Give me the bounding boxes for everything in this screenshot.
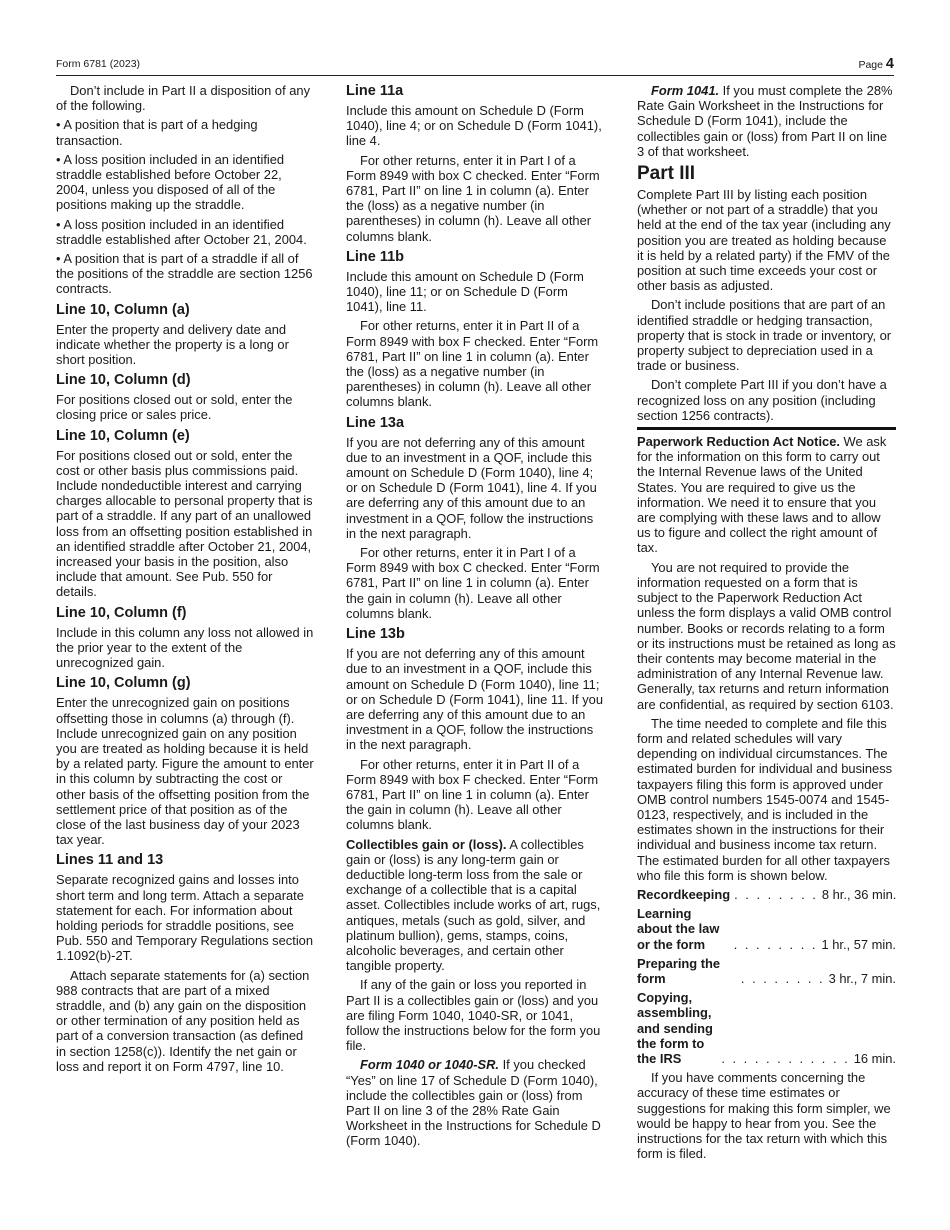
time-estimate-row (637, 956, 896, 986)
page-label: Page (858, 59, 883, 71)
paragraph: For other returns, enter it in Part II of a Form 8949 with box F checked. Enter “Form 6781, Part II” on line 1 in column (a). Enter the (loss) as a negative number (in parentheses) in column (h). Leave all other columns blank. (346, 318, 599, 410)
heading-line10-col-a: Line 10, Column (a) (56, 301, 190, 318)
paragraph: If you are not deferring any of this amount due to an investment in a QOF, include this amount on Schedule D (Form 1040), line 11; or on Schedule D (Form 1041), line 11. If you are deferring any of this amount due to an investment in a QOF, follow the instructions in the next paragraph. (346, 646, 603, 753)
column-2 (346, 83, 605, 1153)
time-estimate-label: Preparing the form (637, 955, 721, 986)
paragraph: The time needed to complete and file this form and related schedules will vary depending on individual circumstances. The estimated burden for individual and business taxpayers filing this form is approved under OMB control numbers 1545-0074 and 1545-0123, respectively, and is included in the estimates shown in the instructions for their individual and business income tax return. The estimated burden for all other taxpayers who file this form is shown below. (637, 715, 893, 883)
heading-line10-col-f: Line 10, Column (f) (56, 604, 187, 621)
collectibles-text: A collectibles gain or (loss) is any long-term gain or deductible long-term loss from the sale or exchange of a collectible that is a capital asset. Collectibles include works of art, rugs, antiques, metals (such as gold, silver, and platinum bullion), gems, stamps, coins, alcoholic beverages, and certain other tangible property. (346, 836, 601, 974)
page-number (858, 56, 894, 72)
bullet-item: • A position that is part of a hedging transaction. (56, 117, 258, 148)
heading-part-iii: Part III (637, 163, 696, 185)
form1040-text: If you checked “Yes” on line 17 of Schedule D (Form 1040), include the collectibles gain or (loss) from Part II on line 3 of the 28% Rate Gain Worksheet in the Instructions for Schedule D (Form 1040). (346, 1057, 601, 1149)
form1041-paragraph (637, 83, 896, 159)
heading-line11b: Line 11b (346, 248, 405, 265)
time-estimate-label: Copying, assembling, and sending the form to the IRS (637, 990, 713, 1066)
part2-intro: Don’t include in Part II a disposition of any of the following. (56, 83, 311, 114)
paragraph: Don’t include positions that are part of an identified straddle or hedging transaction, property that is stock in trade or inventory, or property subject to depreciation used in a trade or business. (637, 297, 892, 374)
time-estimate-value: 8 hr., 36 min. (821, 886, 897, 902)
time-estimate-value: 3 hr., 7 min. (828, 970, 896, 986)
column-3 (637, 83, 896, 1165)
paperwork-notice (637, 434, 896, 556)
paragraph: For positions closed out or sold, enter the closing price or sales price. (56, 392, 293, 423)
paragraph: If you are not deferring any of this amount due to an investment in a QOF, include this amount on Schedule D (Form 1040), line 4; or on Schedule D (Form 1041), line 4. If you are deferring any of this amount due to an investment in a QOF, follow the instructions in the next paragraph. (346, 434, 597, 541)
dot-leader: . . . . . . . . (733, 936, 818, 952)
time-estimate-label: Learning about the law or the form (637, 906, 720, 952)
collectibles-runin: Collectibles gain or (loss). (346, 836, 507, 852)
time-estimate-value: 1 hr., 57 min. (821, 936, 896, 952)
form-identifier: Form 6781 (2023) (56, 58, 141, 70)
column-1 (56, 83, 314, 1078)
paragraph: Include this amount on Schedule D (Form 1040), line 11; or on Schedule D (Form 1041), line 11. (346, 268, 584, 315)
heading-line10-col-e: Line 10, Column (e) (56, 427, 190, 444)
dot-leader: . . . . . . . . (740, 970, 825, 986)
time-estimate-value: 16 min. (853, 1050, 896, 1066)
form1041-runin: Form 1041. (651, 83, 720, 98)
paragraph: If you have comments concerning the accuracy of these time estimates or suggestions for making this form simpler, we would be happy to hear from you. See the instructions for the tax return with which this form is filed. (637, 1070, 891, 1162)
time-estimate-label: Recordkeeping (637, 886, 731, 902)
paragraph: Include in this column any loss not allowed in the prior year to the extent of the unrecognized gain. (56, 624, 314, 671)
paperwork-text: We ask for the information on this form to carry out the Internal Revenue laws of the United States. You are required to give us the information. We need it to ensure that you are complying with these laws and to allow us to figure and collect the right amount of tax. (637, 434, 887, 556)
paragraph: Separate recognized gains and losses into short term and long term. Attach a separate statement for each. For information about holding periods for straddle positions, see Pub. 550 and Temporary Regulations section 1.1092(b)-2T. (56, 872, 314, 964)
bullet-item: • A loss position included in an identified straddle established after October 21, 2004. (56, 216, 307, 247)
heading-lines-11-13: Lines 11 and 13 (56, 852, 164, 869)
paragraph: If any of the gain or loss you reported in Part II is a collectibles gain or (loss) and you are filing Form 1040, 1040-SR, or 1041, follow the instructions below for the form you file. (346, 977, 601, 1054)
paragraph: Attach separate statements for (a) section 988 contracts that are part of a mixed straddle, and (b) any gain on the disposition or other termination of any position held as part of a conversion transaction (as defined in section 1258(c)). Identify the net gain or loss and report it on Form 4797, line 10. (56, 967, 310, 1074)
heading-line13a: Line 13a (346, 414, 405, 431)
form1040-runin: Form 1040 or 1040-SR. (360, 1057, 499, 1073)
heading-line11a: Line 11a (346, 83, 404, 99)
time-estimate-row (637, 887, 896, 902)
paragraph: Don’t complete Part III if you don’t have a recognized loss on any position (including section 1256 contracts). (637, 377, 887, 423)
heading-line10-col-g: Line 10, Column (g) (56, 675, 191, 692)
time-estimate-row (637, 906, 896, 952)
paragraph: For other returns, enter it in Part I of a Form 8949 with box C checked. Enter “Form 6781, Part II” on line 1 in column (a). Enter the (loss) as a negative number (in parentheses) in column (h). Leave all other columns blank. (346, 152, 600, 244)
form1041-text: If you must complete the 28% Rate Gain Worksheet in the Instructions for Schedule D (Form 1041), include the collectibles gain or (loss) from Part II on line 3 of that worksheet. (637, 83, 893, 159)
page-header (56, 56, 894, 76)
paperwork-runin: Paperwork Reduction Act Notice. (637, 434, 840, 450)
paragraph: You are not required to provide the information requested on a form that is subject to the Paperwork Reduction Act unless the form displays a valid OMB control number. Books or records relating to a form or its instructions must be retained as long as their contents may become material in the administration of any Internal Revenue law. Generally, tax returns and return information are confidential, as required by section 6103. (637, 559, 896, 712)
paragraph: Enter the unrecognized gain on positions offsetting those in columns (a) through (f). Include unrecognized gain on any position you are treated as holding because it is held by a related party. Figure the amount to enter in this column by subtracting the cost or other basis of the offsetting position from the settlement price of that position as of the close of the last business day of your 2023 tax year. (56, 695, 314, 848)
paragraph: Complete Part III by listing each position (whether or not part of a straddle) that you held at the end of the tax year (including any position you are treated as holding because it is held by a related party) if the FMV of the position at such time exceeds your cost or other basis as adjusted. (637, 187, 891, 294)
paragraph: Include this amount on Schedule D (Form 1040), line 4; or on Schedule D (Form 1041), line 4. (346, 103, 602, 149)
section-divider (637, 427, 896, 430)
heading-line13b: Line 13b (346, 626, 405, 643)
paragraph: For other returns, enter it in Part I of a Form 8949 with box C checked. Enter “Form 6781, Part II” on line 1 in column (a). Enter the gain in column (h). Leave all other columns blank. (346, 545, 600, 621)
collectibles-paragraph (346, 837, 605, 974)
page-number-value: 4 (885, 56, 894, 72)
paragraph: For positions closed out or sold, enter the cost or other basis plus commissions paid. Include nondeductible interest and carrying charges allocable to personal property that is part of a straddle. If any part of an unallowed loss from an offsetting position established in an identified straddle after October 21, 2004, increased your basis in the position, also include that amount. See Pub. 550 for details. (56, 447, 313, 600)
paragraph: For other returns, enter it in Part II of a Form 8949 with box F checked. Enter “Form 6781, Part II” on line 1 in column (a). Enter the gain in column (h). Leave all other columns blank. (346, 756, 599, 833)
dot-leader: . . . . . . . . . . . . (721, 1050, 850, 1066)
dot-leader: . . . . . . . . (734, 886, 818, 902)
bullet-item: • A position that is part of a straddle if all of the positions of the straddle are section 1256 contracts. (56, 251, 313, 297)
form1040-paragraph (346, 1057, 605, 1148)
bullet-item: • A loss position included in an identified straddle established before October 22, 2004, unless you disposed of all of the positions making up the straddle. (56, 151, 285, 213)
time-estimate-row (637, 990, 896, 1066)
paragraph: Enter the property and delivery date and indicate whether the property is a long or short position. (56, 321, 289, 368)
heading-line10-col-d: Line 10, Column (d) (56, 372, 191, 389)
